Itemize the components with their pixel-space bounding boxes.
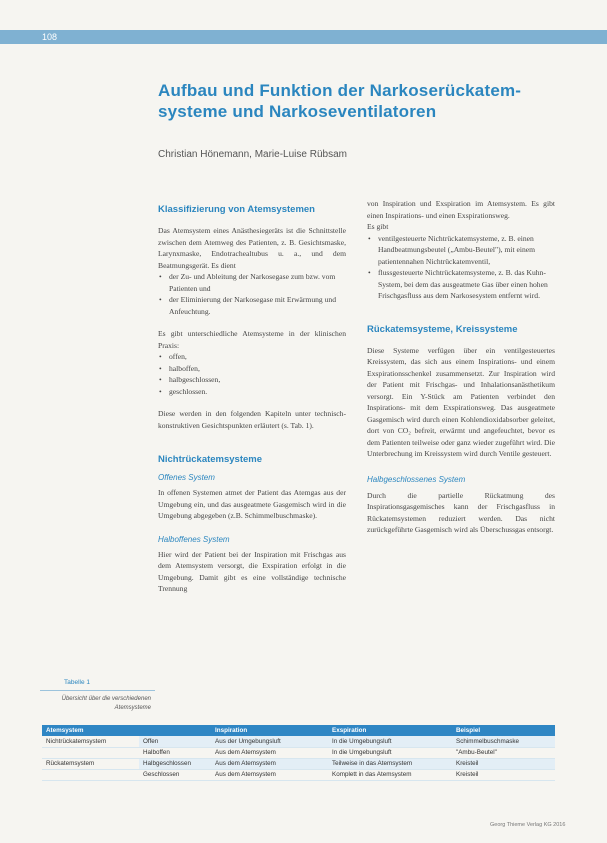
table-cell <box>42 769 139 780</box>
table-caption-number: Tabelle 1 <box>64 679 91 686</box>
list-item: • der Zu- und Ableitung der Narkosegase zum bzw. vom Patienten und <box>158 271 346 294</box>
table-caption-text: Übersicht über die verschiedenen Atemsysteme <box>61 696 151 711</box>
table-cell: Offen <box>139 736 211 747</box>
authors: Christian Hönemann, Marie-Luise Rübsam <box>158 149 347 160</box>
table-cell: Komplett in das Atemsystem <box>328 769 452 780</box>
table-cell: Nichtrückatemsystem <box>42 736 139 747</box>
table-header-cell <box>139 725 211 736</box>
bullet-list <box>367 233 555 302</box>
heading-halbgeschlossenes-system: Halbgeschlossenes System <box>367 474 466 484</box>
heading-offenes-system: Offenes System <box>158 473 215 482</box>
table-cell: Kreisteil <box>452 758 555 769</box>
paragraph: Hier wird der Patient bei der Inspiration mit Frischgas aus dem Atemsystem versorgt, die Exspiration erfolgt in die Umgebung. Damit gibt es eine vollständige technische Trennung <box>158 549 346 593</box>
list-item: • geschlossen. <box>158 386 346 398</box>
table-header-cell: Exspiration <box>328 725 452 736</box>
atemsysteme-table <box>42 725 555 781</box>
paragraph: Diese werden in den folgenden Kapiteln unter technisch-konstruktiven Gesichtspunkten erläutert (s. Tab. 1). <box>158 409 346 430</box>
paragraph: In offenen Systemen atmet der Patient das Atemgas aus der Umgebung ein, und das ausgeatmete Gasgemisch wird in die Umgebung abgegeben (z.B. Schimmelbuschmaske). <box>158 488 346 520</box>
table-row <box>42 736 555 747</box>
title-line-2: systeme und Narkoseventilatoren <box>158 102 437 121</box>
paragraph: Diese Systeme verfügen über ein ventilgesteuertes Kreissystem, das sich aus einem Inspirations- und einem Exspirationsschenkel zusammensetzt. Zur Inspiration wird der Patient mit Frischgas- und Inhalationsanästhetikum versorgt. Ein Y-Stück am Patienten verbindet den Inspirations- mit dem Exspirationsweg. Das ausgeatmete Gasgemisch wird durch einen Kohlendioxidabsorber geleitet, dort von CO₂ befreit, erwärmt und angefeuchtet, bevor es dem Patienten teilweise oder ganz wieder zugeführt wird. Die Unterbrechung im Kreissystem wird durch Ventile gesteuert. <box>367 345 555 458</box>
table-cell: "Ambu-Beutel" <box>452 747 555 758</box>
heading-nichtrueckatemsysteme: Nichtrückatemsysteme <box>158 454 263 465</box>
paragraph: von Inspiration und Exspiration im Atemsystem. Es gibt einen Inspirations- und einen Exspirationsweg. <box>367 199 555 220</box>
title-line-1: Aufbau und Funktion der Narkoserückatem- <box>158 81 522 100</box>
table-cell: Halboffen <box>139 747 211 758</box>
table-cell: Aus der Umgebungsluft <box>211 736 328 747</box>
table-cell: Halbgeschlossen <box>139 758 211 769</box>
top-color-bar <box>0 30 607 44</box>
table-header-cell: Atemsystem <box>42 725 139 736</box>
heading-klassifizierung: Klassifizierung von Atemsystemen <box>158 204 315 215</box>
list-item: • halboffen, <box>158 363 346 375</box>
page-footer: Georg Thieme Verlag KG 2016 <box>490 822 566 828</box>
caption-divider <box>40 690 155 691</box>
table-row <box>42 758 555 769</box>
table-row <box>42 747 555 758</box>
left-column <box>158 203 346 595</box>
list-item: • halbgeschlossen, <box>158 374 346 386</box>
table-cell <box>42 747 139 758</box>
table-cell: Geschlossen <box>139 769 211 780</box>
paragraph: Durch die partielle Rückatmung des Inspirationsgasgemisches kann der Frischgasfluss in Rückatemsystemen reduziert werden. Das nicht zurückgeführte Gasgemisch wird als Überschussgas entsorgt. <box>367 490 555 534</box>
table-cell: Rückatemsystem <box>42 758 139 769</box>
list-item: • offen, <box>158 351 346 363</box>
list-item: • der Eliminierung der Narkosegase mit Erwärmung und Anfeuchtung. <box>158 294 346 317</box>
table-row <box>42 769 555 780</box>
table-cell: In die Umgebungsluft <box>328 747 452 758</box>
right-column <box>367 198 555 536</box>
table-cell: Teilweise in das Atemsystem <box>328 758 452 769</box>
paragraph: Das Atemsystem eines Anästhesiegeräts ist die Schnittstelle zwischen dem Atemweg des Patienten, z. B. Gesichtsmaske, Larynxmaske, Endotrachealtubus u. a., und dem Beatmungsgerät. Es dient <box>158 226 346 270</box>
table-cell: Aus dem Atemsystem <box>211 747 328 758</box>
bullet-list <box>158 351 346 397</box>
article-title <box>158 80 578 122</box>
table-cell: Aus dem Atemsystem <box>211 769 328 780</box>
bullet-list <box>158 271 346 317</box>
table-cell: Schimmelbuschmaske <box>452 736 555 747</box>
list-item: • ventilgesteuerte Nichtrückatemsysteme, z. B. einen Handbeatmungsbeutel („Ambu-Beutel"), mit einem patientennahen Nichtrückatemventil, <box>367 233 555 268</box>
page-number: 108 <box>42 32 58 42</box>
list-item: • flussgesteuerte Nichtrückatemsysteme, z. B. das Kuhn-System, bei dem das ausgeatmete Gas über einen hohen Frischgasfluss aus dem Narkosesystem entfernt wird. <box>367 267 555 302</box>
table-header-row <box>42 725 555 736</box>
table-cell: In die Umgebungsluft <box>328 736 452 747</box>
paragraph: Es gibt <box>367 222 389 231</box>
table-cell: Aus dem Atemsystem <box>211 758 328 769</box>
table-header-cell: Inspiration <box>211 725 328 736</box>
heading-rueckatemsysteme: Rückatemsysteme, Kreissysteme <box>367 323 518 335</box>
heading-halboffenes-system: Halboffenes System <box>158 534 230 544</box>
table-header-cell: Beispiel <box>452 725 555 736</box>
paragraph: Es gibt unterschiedliche Atemsysteme in der klinischen Praxis: <box>158 329 346 350</box>
table-cell: Kreisteil <box>452 769 555 780</box>
